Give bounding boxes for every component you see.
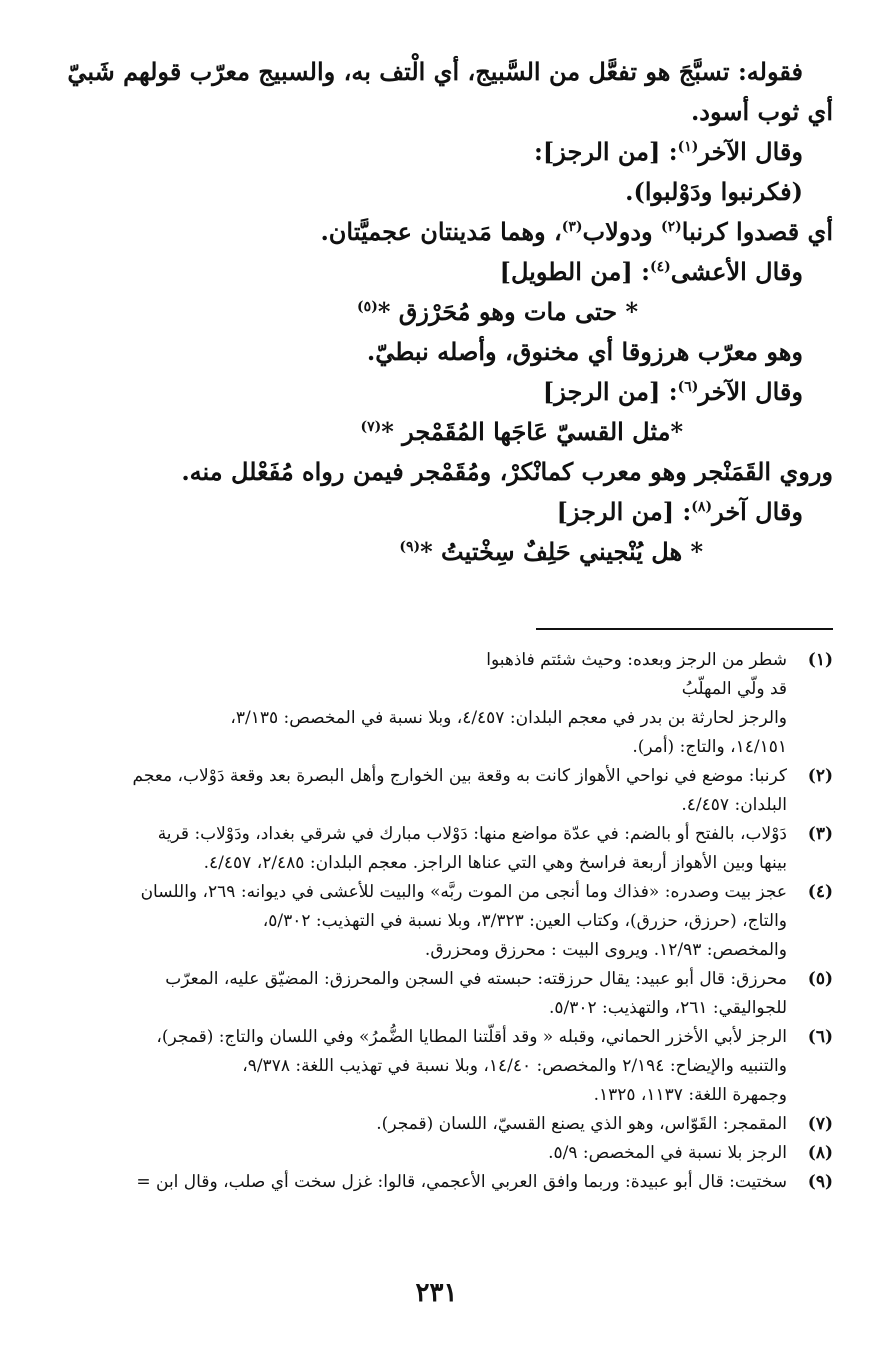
text-span: وروي القَمَنْجر وهو معرب كمانْكرْ، ومُقَمْجر فيمن رواه مُفَعْلل منه. bbox=[181, 457, 833, 486]
footnote-number: (٤) bbox=[807, 882, 833, 902]
text-span: *مثل القسيّ عَاجَها المُقَمْجر * bbox=[381, 417, 683, 446]
footnote-text bbox=[38, 820, 787, 878]
footnotes bbox=[38, 646, 833, 1197]
verse-intro-line bbox=[38, 492, 833, 532]
footnote-line: كرنبا: موضع في نواحي الأهواز كانت به وقعة بين الخوارج وأهل البصرة بعد وقعة دَوْلاب، معجم bbox=[132, 766, 787, 786]
footnote bbox=[38, 1139, 833, 1168]
text-line bbox=[38, 452, 833, 492]
footnote-number: (٦) bbox=[807, 1027, 833, 1047]
footnote bbox=[38, 820, 833, 878]
footnote-ref[interactable]: (١) bbox=[677, 139, 699, 155]
footnote-ref[interactable]: (٧) bbox=[360, 419, 382, 435]
verse-intro-line bbox=[38, 372, 833, 412]
footnote bbox=[38, 762, 833, 820]
footnote-number: (٢) bbox=[807, 766, 833, 786]
footnote-text bbox=[38, 1023, 787, 1110]
footnote-ref[interactable]: (٣) bbox=[561, 219, 583, 235]
footnote-line: والتاج، (حرزق، حزرق)، وكتاب العين: ٣/٣٢٣، وبلا نسبة في التهذيب: ٥/٣٠٢، bbox=[262, 911, 787, 931]
text-line bbox=[38, 212, 833, 252]
meter-label: : [من الطويل] bbox=[499, 257, 650, 286]
paragraph-commentary bbox=[38, 52, 833, 132]
footnote-number: (٥) bbox=[807, 969, 833, 989]
verse-line bbox=[38, 292, 833, 332]
verse-line bbox=[38, 172, 833, 212]
footnote-line: سختيت: قال أبو عبيدة: وربما وافق العربي الأعجمي، قالوا: غزل سخت أي صلب، وقال ابن = bbox=[136, 1172, 787, 1192]
text-line bbox=[38, 332, 833, 372]
footnote-number: (٩) bbox=[807, 1172, 833, 1192]
footnote-line: والمخصص: ١٢/٩٣. ويروى البيت : محرزق ومحزرق. bbox=[424, 940, 787, 960]
footnote-line: الرجز بلا نسبة في المخصص: ٥/٩. bbox=[548, 1143, 787, 1163]
text-span: ودولاب bbox=[582, 217, 661, 246]
footnote-text bbox=[38, 965, 787, 1023]
footnote-ref[interactable]: (٤) bbox=[649, 259, 671, 275]
footnote-line: محرزق: قال أبو عبيد: يقال حرزقته: حبسته في السجن والمحرزق: المضيّق عليه، المعرّب bbox=[165, 969, 787, 989]
footnote-line: عجز بيت وصدره: «فذاك وما أنجى من الموت ربَّه» والبيت للأعشى في ديوانه: ٢٦٩، واللسان bbox=[140, 882, 787, 902]
footnote-line: قد ولّي المهلّبُ bbox=[681, 679, 787, 699]
main-text bbox=[38, 52, 833, 572]
text-span: (فكرنبوا ودَوْلبوا). bbox=[625, 177, 803, 206]
meter-label: : [من الرجز]: bbox=[534, 137, 678, 166]
text-span: وقال الأعشى bbox=[670, 257, 803, 286]
footnote-text bbox=[38, 762, 787, 820]
footnote-number: (٣) bbox=[807, 824, 833, 844]
text-span: وهو معرّب هرزوقا أي مخنوق، وأصله نبطيّ. bbox=[366, 337, 803, 366]
text-span: وقال آخر bbox=[712, 497, 803, 526]
footnote-number: (٧) bbox=[807, 1114, 833, 1134]
footnote bbox=[38, 878, 833, 965]
footnote-line: للجواليقي: ٢٦١، والتهذيب: ٥/٣٠٢. bbox=[548, 998, 787, 1018]
footnote-line: والتنبيه والإيضاح: ٢/١٩٤ والمخصص: ١٤/٤٠، وبلا نسبة في تهذيب اللغة: ٩/٣٧٨، bbox=[242, 1056, 787, 1076]
footnote-text bbox=[38, 646, 787, 762]
text-span: ، وهما مَدينتان عجميَّتان. bbox=[320, 217, 562, 246]
footnote bbox=[38, 1168, 833, 1197]
footnote-line: دَوْلاب، بالفتح أو بالضم: في عدّة مواضع منها: دَوْلاب مبارك في شرقي بغداد، ودَوْلاب: قرية bbox=[157, 824, 787, 844]
footnote-ref[interactable]: (٦) bbox=[677, 379, 699, 395]
footnote-number: (٨) bbox=[807, 1143, 833, 1163]
meter-label: : [من الرجز] bbox=[542, 377, 678, 406]
footnote-ref[interactable]: (٥) bbox=[357, 299, 378, 315]
text-line: فقوله: تسبَّجَ هو تفعَّل من السَّبيج، أي الْتف به، والسبيج معرّب قولهم شَبيّ bbox=[67, 57, 803, 86]
footnote-text bbox=[38, 1110, 787, 1139]
footnote-ref[interactable]: (٢) bbox=[661, 219, 682, 235]
footnote-separator bbox=[536, 628, 833, 630]
footnote bbox=[38, 1110, 833, 1139]
text-span: * حتى مات وهو مُحَرْزق * bbox=[377, 297, 638, 326]
footnote-line: البلدان: ٤/٤٥٧. bbox=[681, 795, 787, 815]
verse-intro-line bbox=[38, 132, 833, 172]
footnote-line: وجمهرة اللغة: ١١٣٧، ١٣٢٥. bbox=[593, 1085, 787, 1105]
footnote-line: والرجز لحارثة بن بدر في معجم البلدان: ٤/٤٥٧، وبلا نسبة في المخصص: ٣/١٣٥، bbox=[230, 708, 787, 728]
footnote-line: بينها وبين الأهواز أربعة فراسخ وهي التي عناها الراجز. معجم البلدان: ٢/٤٨٥، ٤/٤٥٧. bbox=[203, 853, 787, 873]
text-line: أي ثوب أسود. bbox=[690, 97, 833, 126]
footnote-ref[interactable]: (٨) bbox=[691, 499, 713, 515]
verse-intro-line bbox=[38, 252, 833, 292]
page-number: ٢٣١ bbox=[415, 1278, 458, 1308]
footnote-line: المقمجر: القَوّاس، وهو الذي يصنع القسيّ، اللسان (قمجر). bbox=[376, 1114, 787, 1134]
footnote bbox=[38, 965, 833, 1023]
verse-line bbox=[38, 412, 833, 452]
footnote-text bbox=[38, 878, 787, 965]
text-span: وقال الآخر bbox=[698, 377, 803, 406]
verse-line bbox=[38, 532, 833, 572]
footnote bbox=[38, 646, 833, 762]
text-span: * هل يُنْجيني حَلِفٌ سِخْتيتُ * bbox=[420, 537, 703, 566]
footnote-ref[interactable]: (٩) bbox=[399, 539, 421, 555]
footnote-line: ١٤/١٥١، والتاج: (أمر). bbox=[632, 737, 787, 757]
footnote-line: الرجز لأبي الأخزر الحماني، وقبله « وقد أقلّتنا المطايا الضُّمرُ» وفي اللسان والتاج: (قمجر)، bbox=[156, 1027, 787, 1047]
footnote bbox=[38, 1023, 833, 1110]
text-span: وقال الآخر bbox=[698, 137, 803, 166]
footnote-text bbox=[38, 1139, 787, 1168]
text-span: أي قصدوا كرنبا bbox=[681, 217, 833, 246]
meter-label: : [من الرجز] bbox=[556, 497, 692, 526]
footnote-text bbox=[38, 1168, 787, 1197]
footnote-line: شطر من الرجز وبعده: وحيث شئتم فاذهبوا bbox=[486, 650, 787, 670]
footnote-number: (١) bbox=[807, 650, 833, 670]
